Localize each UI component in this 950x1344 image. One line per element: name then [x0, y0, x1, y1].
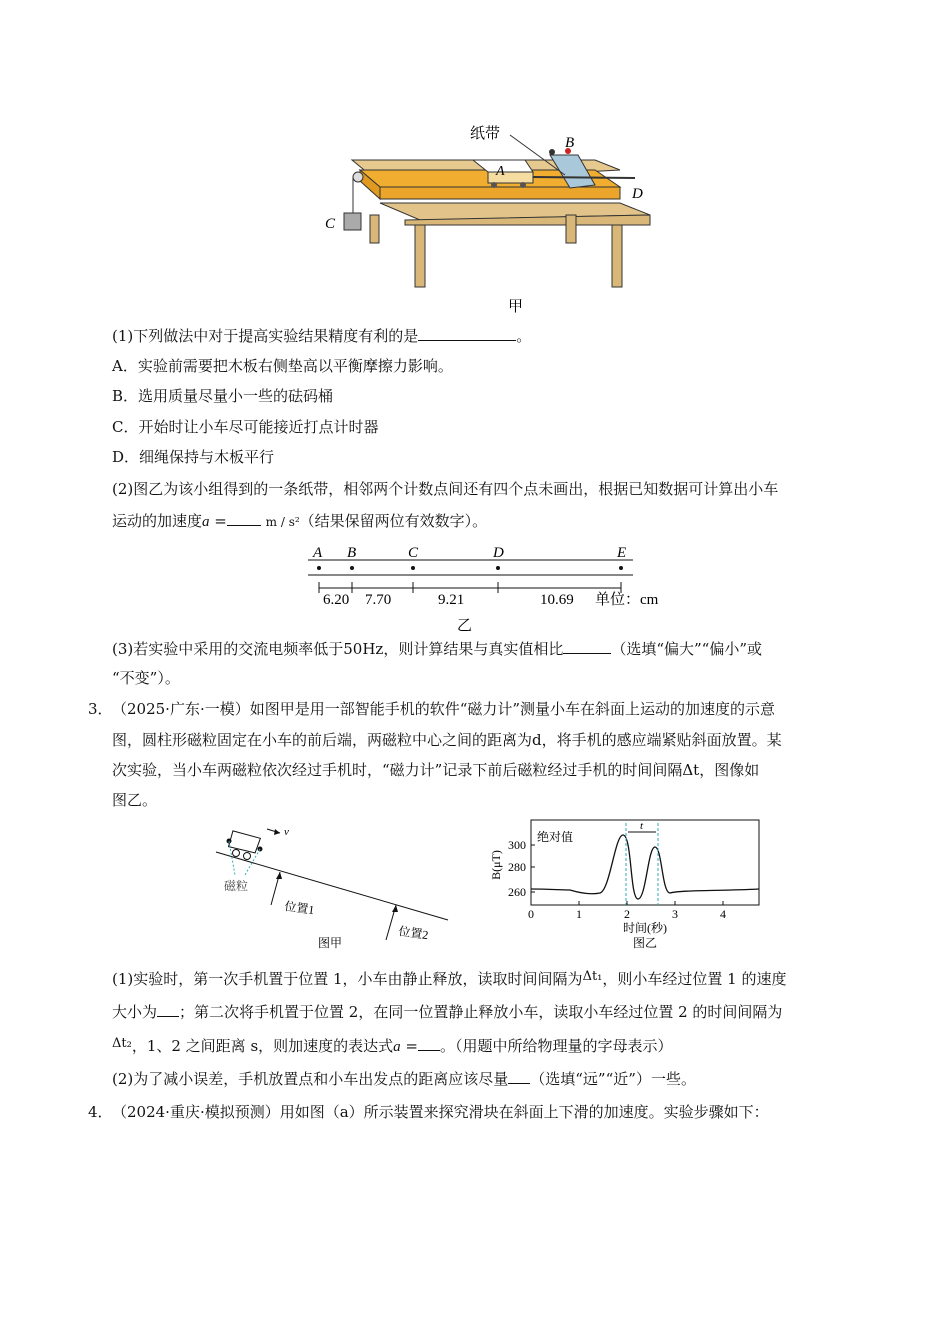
ytick-300: 300 [508, 838, 526, 852]
ytick-260: 260 [508, 885, 526, 899]
point-D: D [493, 545, 504, 561]
q3-stem-line3: 次实验，当小车两磁粒依次经过手机时，“磁力计”记录下前后磁粒经过手机的时间间隔Δt，图像如 [112, 761, 760, 779]
answer-blank[interactable] [508, 1069, 530, 1084]
q3-part1-line1: (1)实验时，第一次手机置于位置 1，小车由静止释放，读取时间间隔为Δt₁，则小车经过位置 1 的速度 [112, 969, 787, 988]
option-a: A．实验前需要把木板右侧垫高以平衡摩擦力影响。 [112, 357, 453, 375]
q4-stem: （2024·重庆·模拟预测）用如图（a）所示装置来探究滑块在斜面上下滑的加速度。实验步骤如下： [112, 1103, 769, 1121]
velocity-label: v [284, 826, 289, 838]
option-d: D．细绳保持与木板平行 [112, 448, 275, 466]
figure-yi-tape [300, 538, 680, 638]
figure-caption-incline: 图甲 [318, 936, 343, 950]
label-B: B [565, 135, 575, 151]
ytick-280: 280 [508, 860, 526, 874]
answer-blank[interactable] [418, 326, 516, 341]
distance-bc: 7.70 [365, 592, 392, 608]
question-number-4: 4． [88, 1103, 113, 1121]
q3-part2: (2)为了减小误差，手机放置点和小车出发点的距离应该尽量 （选填“远”“近”）一些。 [112, 1070, 696, 1088]
distance-cd: 9.21 [438, 592, 465, 608]
xtick-4: 4 [720, 907, 726, 921]
q2-part2-line2: 运动的加速度a = m / s²（结果保留两位有效数字）。 [112, 512, 488, 530]
x-axis-label: 时间(秒) [623, 921, 667, 935]
xtick-2: 2 [624, 907, 630, 921]
point-C: C [408, 545, 419, 561]
answer-blank[interactable] [563, 639, 611, 654]
answer-blank[interactable] [418, 1036, 440, 1051]
figure-caption-jia: 甲 [508, 299, 524, 315]
answer-blank[interactable] [227, 511, 261, 526]
label-C: C [325, 216, 336, 232]
q2-part1: (1)下列做法中对于提高实验结果精度有利的是 。 [112, 327, 532, 345]
magnet-label: 磁粒 [224, 879, 249, 893]
answer-blank[interactable] [157, 1002, 179, 1017]
q3-part1-line3: Δt₂，1、2 之间距离 s，则加速度的表达式a = 。（用题中所给物理量的字母表示） [112, 1036, 673, 1055]
position-1-label: 位置1 [283, 899, 316, 918]
xtick-1: 1 [576, 907, 582, 921]
xtick-0: 0 [528, 907, 534, 921]
q2-part3-line2: “不变”）。 [112, 669, 180, 687]
figure-magnetometer-graph [480, 815, 770, 955]
label-D: D [632, 186, 643, 202]
interval-t-label: t [640, 820, 644, 832]
option-b: B．选用质量尽量小一些的砝码桶 [112, 387, 334, 405]
point-A: A [313, 545, 323, 561]
legend-absolute-value: 绝对值 [537, 830, 574, 844]
distance-de: 10.69 [540, 592, 574, 608]
question-number-3: 3． [88, 700, 113, 718]
q2-part3-line1: (3)若实验中采用的交流电频率低于50Hz，则计算结果与真实值相比 （选填“偏大”“偏小”或 [112, 640, 763, 658]
option-c: C．开始时让小车尽可能接近打点计时器 [112, 418, 379, 436]
unit-label: 单位：cm [595, 592, 659, 608]
label-paper-tape: 纸带 [470, 126, 501, 142]
q3-stem-line2: 图，圆柱形磁粒固定在小车的前后端，两磁粒中心之间的距离为d，将手机的感应端紧贴斜面放置。某 [112, 731, 782, 749]
y-axis-label: B(μT) [489, 850, 503, 880]
q3-part1-line2: 大小为 ；第二次将手机置于位置 2，在同一位置静止释放小车，读取小车经过位置 2 的时间间隔为 [112, 1003, 783, 1021]
figure-incline [200, 815, 480, 955]
q3-stem-line4: 图乙。 [112, 791, 158, 809]
q3-stem-line1: （2025·广东·一模）如图甲是用一部智能手机的软件“磁力计”测量小车在斜面上运动的加速度的示意 [112, 700, 776, 718]
point-E: E [617, 545, 627, 561]
figure-jia-apparatus [320, 115, 670, 315]
position-2-label: 位置2 [397, 924, 430, 943]
xtick-3: 3 [672, 907, 678, 921]
label-A: A [496, 164, 505, 179]
figure-caption-yi: 乙 [457, 618, 473, 634]
q2-part2-line1: (2)图乙为该小组得到的一条纸带，相邻两个计数点间还有四个点未画出，根据已知数据可计算出小车 [112, 480, 779, 498]
figure-caption-graph: 图乙 [632, 936, 658, 950]
distance-ab: 6.20 [323, 592, 350, 608]
point-B: B [347, 545, 357, 561]
